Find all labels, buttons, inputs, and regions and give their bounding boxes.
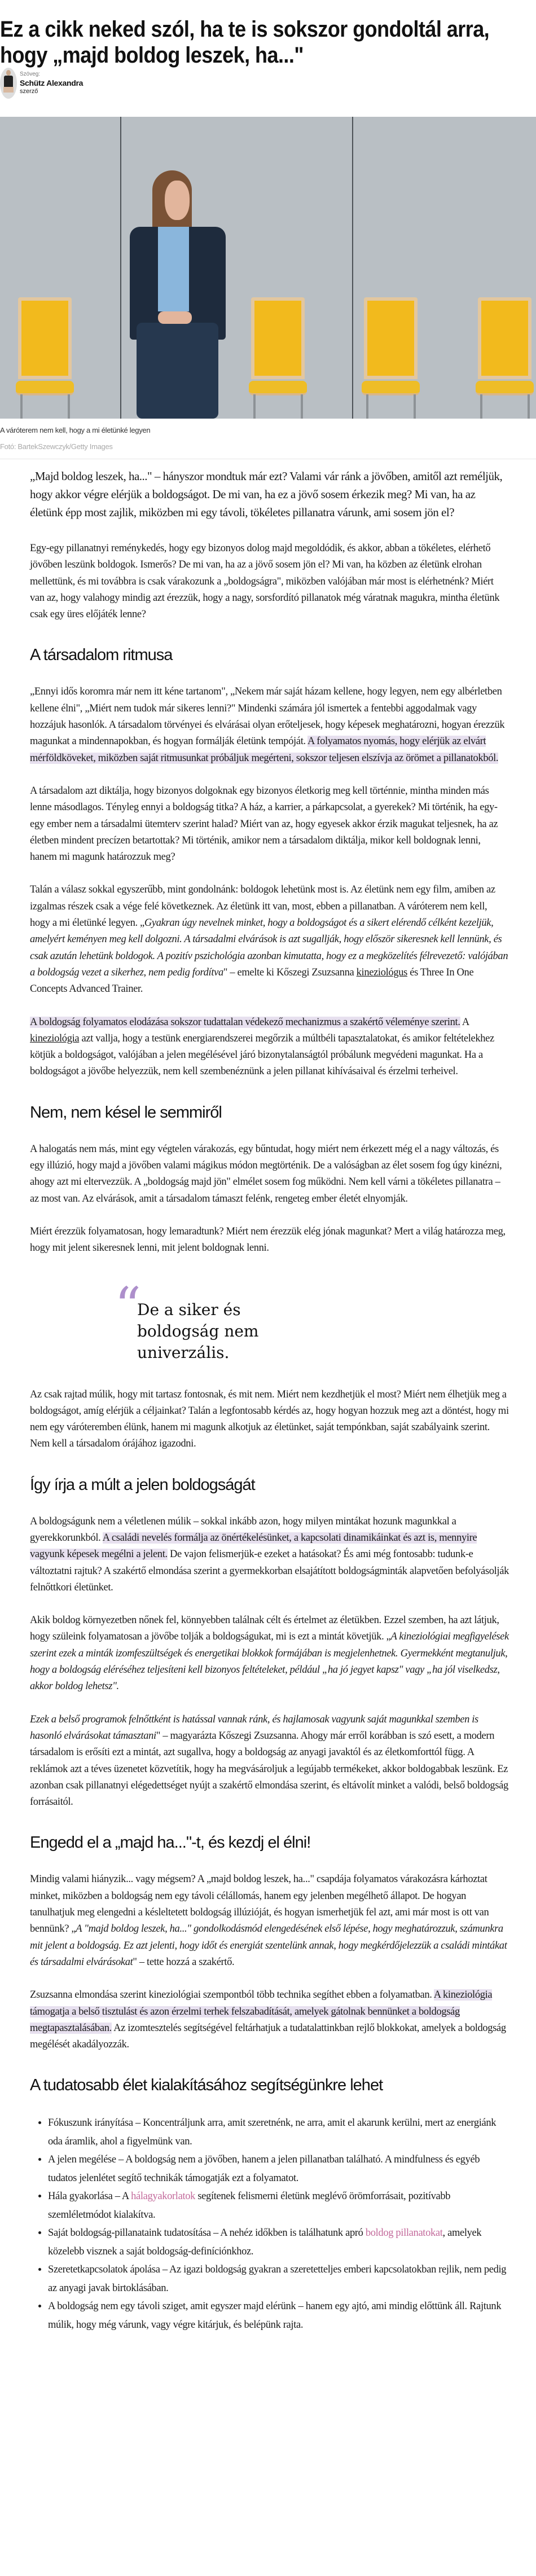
text: A [460,1016,469,1028]
image-caption: A váróterem nem kell, hogy a mi életünké legyen [0,426,151,434]
section-heading: Nem, nem késel le semmiről [30,1103,222,1122]
section-heading: A tudatosabb élet kialakításához segítségünkre lehet [30,2076,383,2095]
text: Mindig valami hiányzik... vagy mégsem? A „majd boldog leszek, ha..." csapdája folyamatos várakozásra kárhoztat minket, miközben a boldogság nem egy távoli célállomás, hanem egy jelenben megélhető állapot. De hogyan tanulhatjuk meg elengedni a késleltetett boldogság illúzióját, és hogyan ismerhetjük fel azt, ami már most is ott van bennünk? „ [30,1874,489,1935]
list-item: • Fókuszunk irányítása – Koncentráljunk arra, amit szeretnénk, ne arra, amit el akarunk kerülni, mert az energiánk oda áramlik, ahol a figyelmünk van. [48,2114,509,2151]
paragraph [30,1987,509,2053]
article-title: Ez a cikk neked szól, ha te is sokszor gondoltál arra, hogy „majd boldog leszek, ha..." [0,16,490,68]
wall-panel-seam [120,117,121,419]
avatar-head-shape [6,70,11,76]
paragraph: Egy-egy pillanatnyi reménykedés, hogy egy bizonyos dolog majd megoldódik, és akkor, abban a tökéletes, elérhető jövőben leszünk boldogok. Ismerős? De mi van, ha az a jövő sosem jön el? Mi van, ha közben az életünk elrohan mellettünk, és mi továbbra is csak várakozunk a „boldogságra", miközben valójában már most is elérhetnénk? Miért van az, hogy valahogy mindig azt érezzük, hogy a nagy, sorsfordító pillanatok még váratnak magukra, mintha életünk csak egy üres előjáték lenne? [30,543,500,621]
highlighted-text: A boldogság folyamatos elodázása sokszor tudattalan védekező mechanizmus a szakértő véleménye szerint. [30,1016,460,1028]
link-kineziologus[interactable]: kineziológus [356,966,407,978]
list-item: • A jelen megélése – A boldogság nem a jövőben, hanem a jelen pillanatban található. A mindfulness és egyéb tudatos jelenlétet segítő technikák támogatják ezt a folyamatot. [48,2151,509,2187]
author-name[interactable]: Schütz Alexandra [20,78,84,87]
highlighted-text: A kineziológia támogatja a belső tisztulást és azon érzelmi terhek felszabadítását, amelyek gátolnak bennünket a boldogság megtapasztalásában. [30,1989,493,2034]
author-label: Szöveg: [20,71,41,77]
avatar-legs-shape [3,87,14,93]
list-item [48,2187,509,2224]
paragraph [30,1712,509,1811]
text: segítenek felismerni életünk meglévő örömforrásait, pozitívabb szemléletmódot kialakítva. [48,2191,451,2221]
text: " – tette hozzá a szakértő. [133,1956,235,1968]
text: " – magyarázta Kőszegi Zsuzsanna. Ahogy már erről korábban is szó esett, a modern társadalom is erősíti ezt a mintát, azt sugallva, hogy a boldogság az anyagi javaktól és az életkomforttól függ. A reklámok azt a téves üzenetet közvetítik, hogy ha megvásároljuk a legújabb termékeket, akkor boldogabbak leszünk. Ez azonban csak pillanatnyi elégedettséget nyújt a szakértő elmondása szerint, és eltávolít minket a valódi, belső boldogság forrásaitól. [30,1730,508,1808]
seated-woman-figure [130,170,226,419]
list-item: • A boldogság nem egy távoli sziget, amit egyszer majd elérünk – hanem egy ajtó, ami mindig előttünk áll. Rajtunk múlik, hogy még várunk, vagy végre kitárjuk, és belépünk rajta. [48,2297,509,2334]
author-text [20,71,83,95]
text: , amelyek közelebb visznek a saját boldogság-definíciónkhoz. [48,2227,482,2257]
paragraph [30,1514,509,1596]
quote-italic: Ezek a belső programok felnőttként is hatással vannak ránk, és hajlamosak vagyunk saját magunkkal szemben is hasonló elvárásokat támasztani [30,1713,478,1742]
text: Saját boldogság-pillanataink tudatosítása – A nehéz időkben is találhatunk apró [48,2227,366,2239]
image-credit: Fotó: BartekSzewczyk/Getty Images [0,442,113,451]
text: Akik boldog környezetben nőnek fel, könnyebben találnak célt és értelmet az életükben. Ezzel szemben, ha azt látjuk, hogy szüleink folyamatosan a jövőbe tolják a boldogságukat, mi is ezt a mintát követjük. „ [30,1615,499,1643]
avatar-body-shape [4,76,13,87]
paragraph: A halogatás nem más, mint egy végtelen várakozás, egy bűntudat, hogy miért nem érkezett még el a nagy változás, és egy illúzió, hogy majd a jövőben valami mágikus módon megtörténik. De a valóságban az élet sosem fog úgy kinézni, ahogy azt mi eltervezzük. A „boldogság majd jön" elmélet sosem fog működni. Nem kell várni a tökéletes pillanatra – az most van. Az elvárások, amit a társadalom támaszt felénk, rengeteg ember életét elnyomják. [30,1143,502,1205]
section-heading: A társadalom ritmusa [30,646,173,665]
paragraph: A társadalom azt diktálja, hogy bizonyos dolgoknak egy bizonyos életkorig meg kell történnie, mintha minden más lenne másodlagos. Tényleg ennyi a boldogság titka? A ház, a karrier, a párkapcsolat, a gyerekek? Mi történik, ha egy-egy ember nem a társadalmi ütemterv szerint halad? Miért van az, hogy egyesek akkor érzik magukat teljesnek, ha az életben mindent precízen betartottak? Mi történik, amikor nem a társadalom diktálja, mikor kell boldognak lenni, hanem mi magunk határozzuk meg? [30,785,498,863]
paragraph [30,684,509,766]
highlighted-text: A családi nevelés formálja az önértékelésünket, a kapcsolati dinamikáinkat és azt is, mennyire vagyunk képesek megélni a jelent. [30,1532,477,1560]
author-block[interactable] [0,67,83,99]
quote-mark-icon: “ [115,1276,142,1337]
paragraph [30,1612,509,1695]
text: Zsuzsanna elmondása szerint kineziológiai szempontból több technika segíthet ebben a folyamatban. [30,1989,434,2001]
paragraph [30,1871,509,1971]
link-kineziologia[interactable]: kineziológia [30,1032,80,1044]
author-avatar[interactable] [0,68,17,99]
text: Hála gyakorlása – A [48,2191,131,2203]
text: és Three In One Concepts Advanced Trainer. [30,966,474,995]
quote-italic: Gyakran úgy nevelnek minket, hogy a boldogságot és a sikert elérendő célként kezeljük, amelyért keményen meg kell dolgozni. A társadalmi elvárások is azt sugallják, hogy először sikeresnek kell lennünk, és csak azután lehetünk boldogok. A pozitív pszichológia azonban kimutatta, hogy ez a megközelítés félrevezető: valójában a boldogság vezet a sikerhez, nem pedig fordítva [30,917,508,978]
paragraph [30,882,509,997]
text: azt vallja, hogy a testünk energiarendszerei megőrzik a múltbéli tapasztalatokat, és amikor feltételekhez kötjük a boldogságot, valójában a jelen megélésével járó bizonytalanságtól próbálunk megvédeni magunkat. Ha a boldogságot a jövőbe helyezzük, nem kell szembenéznünk a jelen pillanat kihívásaival és érzelmi terheivel. [30,1032,494,1078]
list-item: • Szeretetkapcsolatok ápolása – Az igazi boldogság gyakran a szeretetteljes emberi kapcsolatokban rejlik, nem pedig az anyagi javak birtoklásában. [48,2261,509,2297]
link-boldog-pillanatokat[interactable]: boldog pillanatokat [365,2227,443,2239]
highlighted-text: A folyamatos nyomás, hogy elérjük az elvárt mérföldköveket, miközben saját ritmusunkat próbáljuk megérteni, sokszor teljesen elszívja az örömet a pillanatokból. [30,736,499,764]
text: „Ennyi idős koromra már nem itt kéne tartanom", „Nekem már saját házam kellene, hogy legyen, nem egy albérletben kellene élni", „Miért nem tudok már sikeres lenni?" Mindenki számára jól ismertek a fentebbi aggodalmak vagy hozzájuk hasonlók. A társadalom törvényei és elvárásai olyan erőteljesek, hogy képesek meghatározni, hogyan érezzük magunkat a mindennapokban, és hogyan formálják életünk tempóját. [30,686,505,748]
author-role: szerző [20,88,38,95]
lead-paragraph: „Majd boldog leszek, ha..." – hányszor mondtuk már ezt? Valami vár ránk a jövőben, amitől azt reméljük, hogy akkor végre elérjük a boldogságot. De mi van, ha ez a jövő sosem érkezik meg? Mi van, ha az életünk épp most zajlik, miközben mi egy távoli, tökéletes pillanatra várunk, ami sosem jön el? [30,469,503,519]
pull-quote-text: De a siker és boldogság nem univerzális. [137,1300,259,1362]
paragraph: Miért érezzük folyamatosan, hogy lemaradtunk? Miért nem érezzük elég jónak magunkat? Mert a világ határozza meg, hogy mit jelent sikeresnek lenni, mit jelent boldognak lenni. [30,1225,506,1254]
text: " – emelte ki Kőszegi Zsuzsanna [223,966,357,978]
section-heading: Engedd el a „majd ha..."-t, és kezdj el élni! [30,1834,311,1852]
hero-image [0,117,536,419]
paragraph: Az csak rajtad múlik, hogy mit tartasz fontosnak, és mit nem. Miért nem kezdhetjük el most? Miért nem élhetjük meg a boldogságot, amíg elérjük a céljainkat? Talán a legfontosabb kérdés az, hogy hogyan hozzuk meg azt a döntést, hogy mi nem egy váróteremben élünk, hanem mi magunk alkotjuk az életünket, saját tempónkban, saját szabályaink szerint. Nem kell a társadalom órájához igazodni. [30,1388,509,1450]
text: Talán a válasz sokkal egyszerűbb, mint gondolnánk: boldogok lehetünk most is. Az életünk nem egy film, amiben az izgalmas részek csak a vége felé következnek. Az életünk itt van, most, ebben a pillanatban. A váróterem nem kell, hogy a mi életünké legyen. „ [30,884,495,929]
text: Az izomtesztelés segítségével feltárhatjuk a tudatalattinkban rejlő blokkokat, amelyek a boldogság megélését akadályozzák. [30,2022,506,2051]
quote-italic: A kineziológiai megfigyelések szerint ezek a minták izomfeszültségek és energetikai blokkok formájában is megjelenhetnek. Gyermekként megtanuljuk, hogy a boldogság eléréséhez teljesíteni kell bizonyos feltételeket, például „ha jó jegyet kapsz" vagy „ha jól viselkedsz, akkor boldog lehetsz". [30,1631,509,1693]
paragraph [30,1014,509,1080]
list-item [48,2224,509,2261]
pull-quote [115,1276,509,1362]
text: A boldogságunk nem a véletlenen múlik – sokkal inkább azon, hogy milyen mintákat hozunk magunkkal a gyerekkorunkból. [30,1515,456,1544]
tips-list [30,2114,509,2334]
section-heading: Így írja a múlt a jelen boldogságát [30,1475,255,1494]
wall-panel-seam [352,117,353,419]
text: De vajon felismerjük-e ezeket a hatásokat? És ami még fontosabb: tudunk-e változtatni rajtuk? A szakértő elmondása szerint a gyermekkorban elsajátított boldogságminták alapvetően befolyásolják felnőttkori életünket. [30,1549,509,1593]
article-body [30,467,509,2334]
quote-italic: A "majd boldog leszek, ha..." gondolkodásmód elengedésének első lépése, hogy meghatározzuk, számunkra mit jelent a boldogság. Ez azt jelenti, hogy időt és energiát szentelünk annak, hogy megkérdőjelezzük a családi mintákat és társadalmi elvárásokat [30,1923,507,1968]
link-halagyakorlatok[interactable]: hálagyakorlatok [131,2191,196,2203]
